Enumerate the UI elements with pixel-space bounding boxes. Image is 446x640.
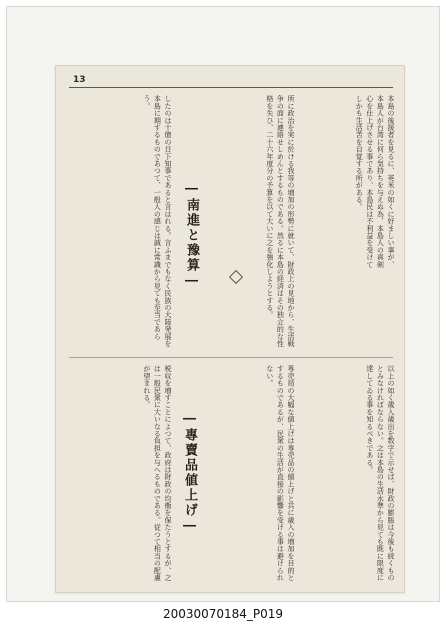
heading-monopoly-price: ―專賣品値上げ― (182, 411, 197, 535)
text-block-top-right: 本島の後援者を見るに、英米の如くに好ましい事が、本島人が台湾に何ら気持ちを与えぬ為、本島人の真剣心を仕上げさせる事であり、本島民は不利益を受けてしかも生活苦を自覚する所がある。 (355, 95, 395, 268)
heading-southward-budget: ―南進と豫算― (184, 181, 199, 290)
archive-card (6, 6, 440, 602)
text-block-bottom-left: 税収を増すことによつて、政府は財政の均衡を保たうとするが、之は一般民衆に大いなる負担を与へるものである。従つて相当の配慮が望まれる。 (142, 365, 172, 581)
text-block-top-middle: 所に政治を実に於ける我等の増加の形勢に就いて、財政上の見地から、生活戦争の面に連絡せしめんとするものである。然るに本島の経済はその独立的な性格を失ひ、二十六年度分の予算を以て大いに之を強化しようとする。 (265, 95, 295, 347)
document-page (55, 65, 405, 593)
top-rule (69, 87, 393, 88)
text-block-bottom-right: 以上の如く歳入歳出を数字で示せば、財政の膨脹は今後も続くものとみなければならない。之は本島の生活水準から見ても既に限度に達してゐる事を知るべきである。 (365, 365, 395, 581)
text-block-bottom-middle: 専売局の大幅な値上げは専売品の値上げと共に歳入の増加を目的とするものであるが、民衆の生活が直接の影響を受ける事は避けられない。 (265, 365, 295, 581)
text-block-top-left: したのは十億の日下知事であると言はれる。言ふまでもなく民族の大陸発展を本島に期するものであつて、一般人の感じは誠に常識から見ても至当であらう。 (142, 95, 172, 347)
page-number: 13 (73, 75, 86, 85)
middle-rule (69, 357, 393, 358)
image-caption: 20030070184_P019 (162, 607, 284, 621)
